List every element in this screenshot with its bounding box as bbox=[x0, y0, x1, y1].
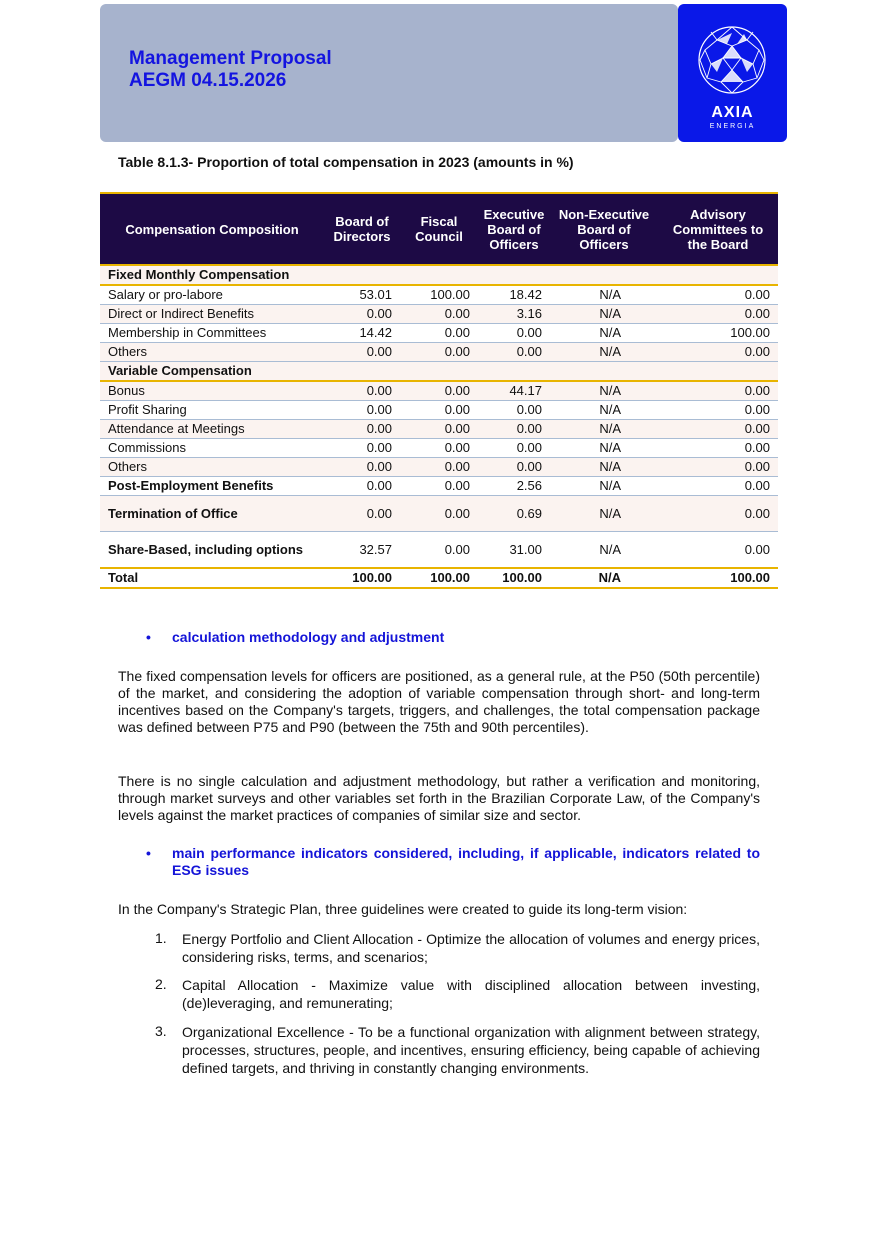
cell: 0.00 bbox=[478, 401, 550, 420]
cell: 0.00 bbox=[324, 496, 400, 532]
col-header: Advisory Committees to the Board bbox=[658, 193, 778, 265]
cell: 100.00 bbox=[658, 324, 778, 343]
row-label: Commissions bbox=[100, 439, 324, 458]
logo-subtitle: ENERGIA bbox=[709, 123, 756, 130]
cell: 0.00 bbox=[658, 401, 778, 420]
cell: 100.00 bbox=[478, 568, 550, 588]
cell: 0.00 bbox=[400, 439, 478, 458]
cell: N/A bbox=[599, 541, 621, 557]
cell: N/A bbox=[550, 343, 658, 362]
cell: 3.16 bbox=[478, 305, 550, 324]
cell: 0.00 bbox=[400, 401, 478, 420]
cell: 100.00 bbox=[400, 568, 478, 588]
row-label: Salary or pro-labore bbox=[100, 285, 324, 305]
section-label: Fixed Monthly Compensation bbox=[100, 265, 778, 285]
table-row bbox=[100, 285, 778, 305]
cell: N/A bbox=[550, 568, 658, 588]
col-header: Non-Executive Board of Officers bbox=[550, 193, 658, 265]
row-label: Termination of Office bbox=[100, 496, 324, 532]
table-row bbox=[100, 496, 778, 532]
table-row bbox=[100, 532, 778, 569]
cell: 0.00 bbox=[324, 401, 400, 420]
section-heading: main performance indicators considered, including, if applicable, indicators related to ESG issues bbox=[172, 845, 760, 878]
cell: 0.00 bbox=[324, 477, 400, 496]
table-row bbox=[100, 381, 778, 401]
cell: 0.00 bbox=[400, 477, 478, 496]
row-label: Profit Sharing bbox=[100, 401, 324, 420]
compensation-table bbox=[100, 192, 778, 589]
row-label: Post-Employment Benefits bbox=[100, 477, 324, 496]
title-line-1: Management Proposal bbox=[129, 48, 332, 69]
cell: N/A bbox=[550, 305, 658, 324]
row-label: Direct or Indirect Benefits bbox=[100, 305, 324, 324]
row-label: Attendance at Meetings bbox=[100, 420, 324, 439]
row-label: Bonus bbox=[100, 381, 324, 401]
cell: 0.00 bbox=[400, 343, 478, 362]
cell: 0.00 bbox=[658, 439, 778, 458]
cell: 0.69 bbox=[478, 496, 550, 532]
document-title bbox=[129, 48, 332, 92]
cell: 0.00 bbox=[478, 439, 550, 458]
cell: N/A bbox=[550, 324, 658, 343]
cell: 0.00 bbox=[400, 420, 478, 439]
cell: 0.00 bbox=[324, 381, 400, 401]
section-row bbox=[100, 362, 778, 382]
cell: 0.00 bbox=[478, 324, 550, 343]
cell: 0.00 bbox=[478, 343, 550, 362]
table-row bbox=[100, 324, 778, 343]
cell: 0.00 bbox=[658, 477, 778, 496]
cell: N/A bbox=[550, 285, 658, 305]
cell: 44.17 bbox=[478, 381, 550, 401]
table-row bbox=[100, 439, 778, 458]
header-banner bbox=[100, 4, 678, 142]
cell: 0.00 bbox=[478, 458, 550, 477]
cell: 0.00 bbox=[478, 420, 550, 439]
list-item: Energy Portfolio and Client Allocation - Optimize the allocation of volumes and energy prices, considering risks, terms, and scenarios; bbox=[182, 931, 760, 965]
cell: N/A bbox=[550, 420, 658, 439]
list-number: 1. bbox=[155, 930, 167, 946]
cell: 0.00 bbox=[658, 381, 778, 401]
paragraph: There is no single calculation and adjustment methodology, but rather a verification and monitoring, through market surveys and other variables set forth in the Brazilian Corporate Law, of the Company's levels against the market practices of companies of similar size and sector. bbox=[118, 773, 760, 823]
row-label: Membership in Committees bbox=[100, 324, 324, 343]
cell: 100.00 bbox=[400, 285, 478, 305]
paragraph: In the Company's Strategic Plan, three guidelines were created to guide its long-term vision: bbox=[118, 901, 688, 917]
cell: N/A bbox=[550, 477, 658, 496]
cell: 0.00 bbox=[324, 458, 400, 477]
title-line-2: AEGM 04.15.2026 bbox=[129, 70, 287, 91]
col-header: Fiscal Council bbox=[400, 193, 478, 265]
cell: 0.00 bbox=[324, 439, 400, 458]
list-number: 3. bbox=[155, 1023, 167, 1039]
col-header: Executive Board of Officers bbox=[478, 193, 550, 265]
total-row bbox=[100, 568, 778, 588]
cell: 0.00 bbox=[658, 343, 778, 362]
row-label: Others bbox=[100, 458, 324, 477]
row-label: Total bbox=[100, 568, 324, 588]
cell: 0.00 bbox=[324, 305, 400, 324]
col-header: Compensation Composition bbox=[100, 193, 324, 265]
cell: 0.00 bbox=[400, 381, 478, 401]
cell: N/A bbox=[550, 458, 658, 477]
cell: 18.42 bbox=[478, 285, 550, 305]
paragraph: The fixed compensation levels for officers are positioned, as a general rule, at the P50 (50th percentile) of the market, and considering the adoption of variable compensation through short- and long-term incentives based on the Company's targets, triggers, and challenges, the total compensation package was defined between P75 and P90 (between the 75th and 90th percentiles). bbox=[118, 668, 760, 735]
cell: 0.00 bbox=[400, 305, 478, 324]
logo-wordmark: AXIA bbox=[711, 104, 754, 121]
section-heading: calculation methodology and adjustment bbox=[172, 629, 445, 645]
cell: N/A bbox=[550, 401, 658, 420]
cell: 14.42 bbox=[324, 324, 400, 343]
cell: 0.00 bbox=[324, 420, 400, 439]
table-row bbox=[100, 458, 778, 477]
cell: 0.00 bbox=[658, 420, 778, 439]
cell: 0.00 bbox=[658, 285, 778, 305]
cell: 100.00 bbox=[324, 568, 400, 588]
cell: N/A bbox=[550, 381, 658, 401]
cell: 0.00 bbox=[658, 458, 778, 477]
cell: N/A bbox=[550, 439, 658, 458]
cell: N/A bbox=[550, 496, 658, 532]
table-caption: Table 8.1.3- Proportion of total compensation in 2023 (amounts in %) bbox=[118, 154, 574, 170]
cell: 0.00 bbox=[744, 541, 770, 557]
cell: 32.57 bbox=[359, 541, 392, 557]
list-item: Capital Allocation - Maximize value with disciplined allocation between investing, (de)leveraging, and remunerating; bbox=[182, 977, 760, 1011]
col-header: Board of Directors bbox=[324, 193, 400, 265]
list-number: 2. bbox=[155, 976, 167, 992]
table-row bbox=[100, 343, 778, 362]
section-label: Variable Compensation bbox=[100, 362, 778, 382]
table-row bbox=[100, 401, 778, 420]
bullet-icon: • bbox=[146, 629, 151, 645]
cell: 0.00 bbox=[444, 541, 470, 557]
table-row bbox=[100, 305, 778, 324]
table-row bbox=[100, 477, 778, 496]
cell: 0.00 bbox=[324, 343, 400, 362]
axia-logo bbox=[678, 4, 787, 142]
row-label: Share-Based, including options bbox=[108, 541, 304, 557]
cell: 31.00 bbox=[509, 541, 542, 557]
globe-icon bbox=[697, 24, 767, 96]
cell: 0.00 bbox=[658, 496, 778, 532]
cell: 0.00 bbox=[658, 305, 778, 324]
list-item: Organizational Excellence - To be a functional organization with alignment between strategy, processes, structures, people, and incentives, ensuring efficiency, being capable of achieving defined targets, and thriving in constantly changing environments. bbox=[182, 1024, 760, 1076]
cell: 53.01 bbox=[324, 285, 400, 305]
cell: 0.00 bbox=[400, 496, 478, 532]
table-header-row bbox=[100, 193, 778, 265]
cell: 2.56 bbox=[478, 477, 550, 496]
cell: 0.00 bbox=[400, 324, 478, 343]
cell: 0.00 bbox=[400, 458, 478, 477]
section-row bbox=[100, 265, 778, 285]
cell: 100.00 bbox=[658, 568, 778, 588]
table-row bbox=[100, 420, 778, 439]
bullet-icon: • bbox=[146, 845, 151, 861]
row-label: Others bbox=[100, 343, 324, 362]
